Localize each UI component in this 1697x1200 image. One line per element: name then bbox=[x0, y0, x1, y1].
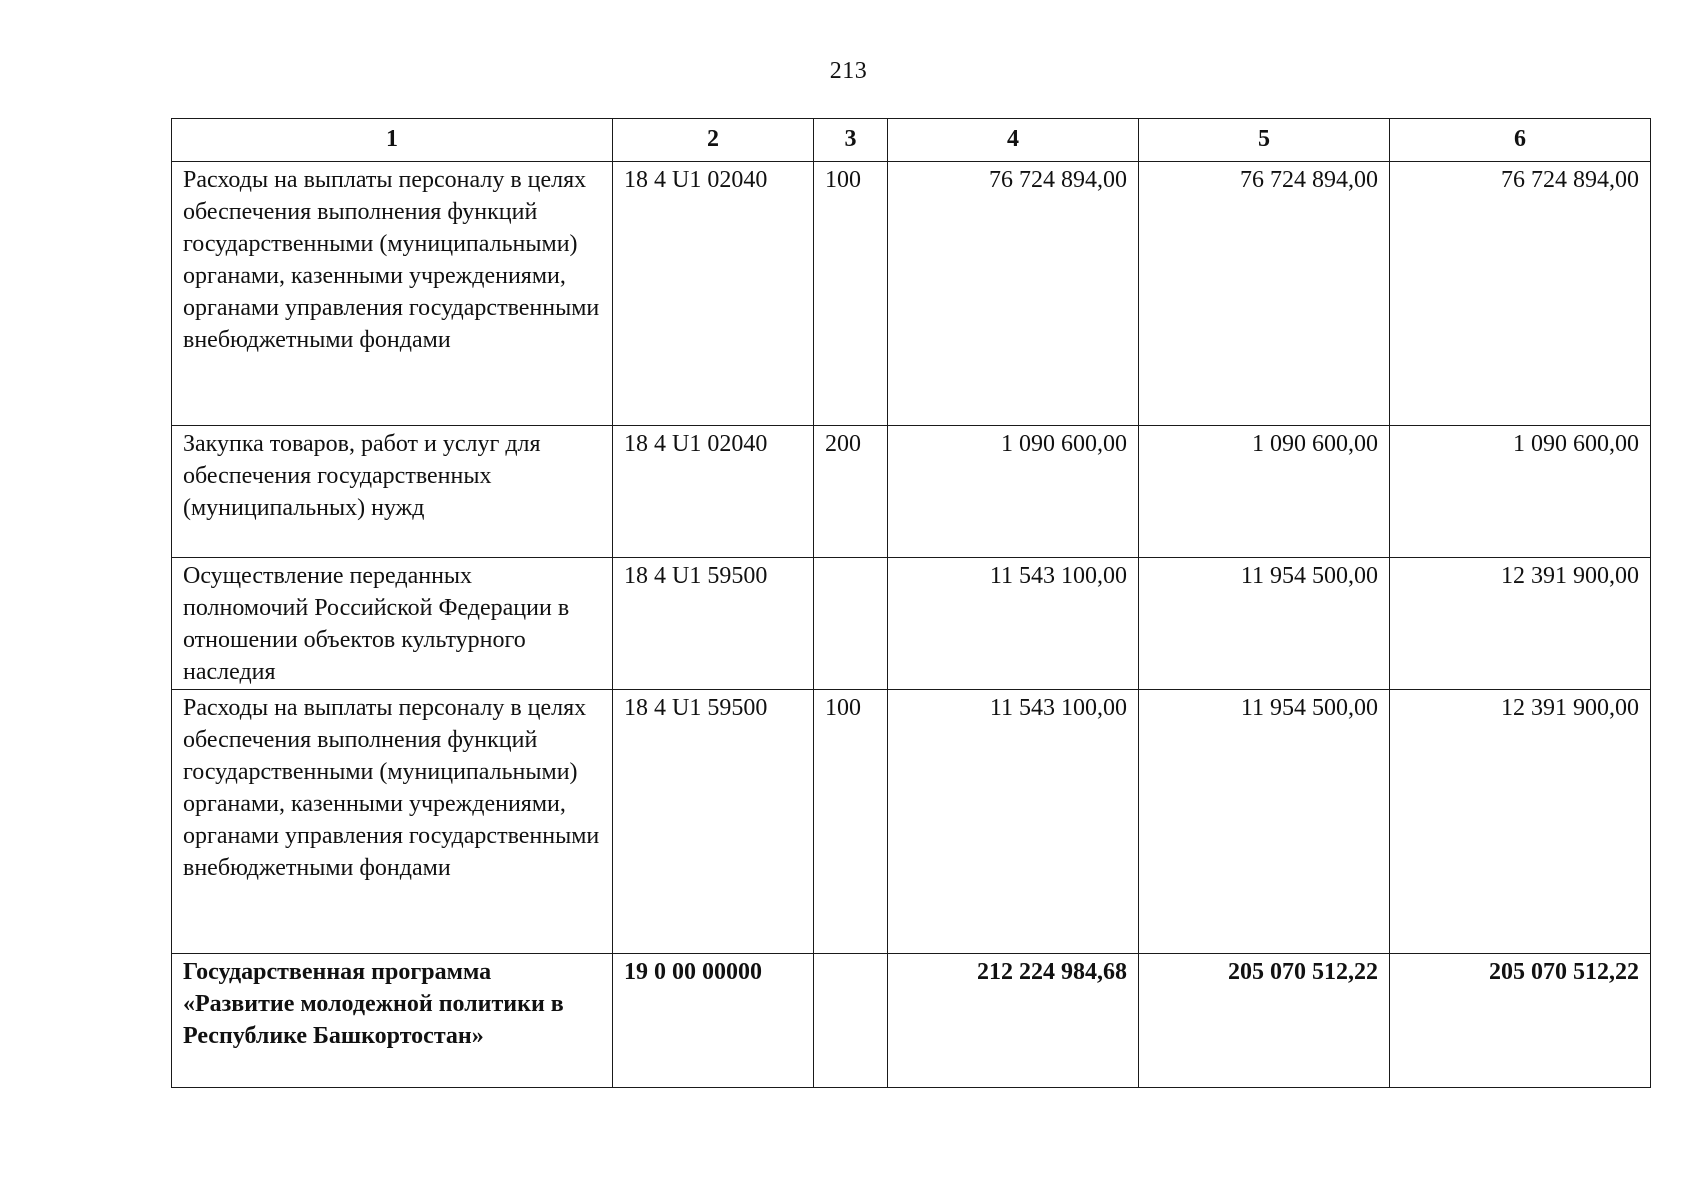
row-amount-col6: 12 391 900,00 bbox=[1390, 558, 1651, 690]
row-amount-col4: 1 090 600,00 bbox=[888, 426, 1139, 558]
row-amount-col5: 1 090 600,00 bbox=[1139, 426, 1390, 558]
row-amount-col5: 11 954 500,00 bbox=[1139, 690, 1390, 954]
row-expense-type bbox=[814, 558, 888, 690]
row-amount-col4: 76 724 894,00 bbox=[888, 162, 1139, 426]
table-row bbox=[172, 690, 1651, 954]
row-expense-type: 200 bbox=[814, 426, 888, 558]
table-row bbox=[172, 426, 1651, 558]
header-row bbox=[172, 119, 1651, 162]
row-name: Государственная программа «Развитие молодежной политики в Республике Башкортостан» bbox=[172, 954, 613, 1088]
column-header-6: 6 bbox=[1390, 119, 1651, 162]
row-amount-col4: 11 543 100,00 bbox=[888, 558, 1139, 690]
row-target-code: 19 0 00 00000 bbox=[613, 954, 814, 1088]
column-header-3: 3 bbox=[814, 119, 888, 162]
table-row bbox=[172, 558, 1651, 690]
row-name: Расходы на выплаты персоналу в целях обеспечения выполнения функций государственными (муниципальными) органами, казенными учреждениями, органами управления государственными внебюджетными фондами bbox=[172, 690, 613, 954]
row-amount-col5: 205 070 512,22 bbox=[1139, 954, 1390, 1088]
row-target-code: 18 4 U1 59500 bbox=[613, 690, 814, 954]
row-name: Осуществление переданных полномочий Российской Федерации в отношении объектов культурного наследия bbox=[172, 558, 613, 690]
row-amount-col6: 1 090 600,00 bbox=[1390, 426, 1651, 558]
table-row-program-total bbox=[172, 954, 1651, 1088]
row-amount-col4: 212 224 984,68 bbox=[888, 954, 1139, 1088]
row-expense-type: 100 bbox=[814, 162, 888, 426]
row-expense-type: 100 bbox=[814, 690, 888, 954]
row-target-code: 18 4 U1 02040 bbox=[613, 426, 814, 558]
row-name: Закупка товаров, работ и услуг для обеспечения государственных (муниципальных) нужд bbox=[172, 426, 613, 558]
column-header-5: 5 bbox=[1139, 119, 1390, 162]
budget-table bbox=[171, 118, 1651, 1088]
row-target-code: 18 4 U1 59500 bbox=[613, 558, 814, 690]
column-header-1: 1 bbox=[172, 119, 613, 162]
column-header-2: 2 bbox=[613, 119, 814, 162]
table-row bbox=[172, 162, 1651, 426]
page-number: 213 bbox=[829, 58, 868, 84]
row-amount-col6: 12 391 900,00 bbox=[1390, 690, 1651, 954]
row-amount-col4: 11 543 100,00 bbox=[888, 690, 1139, 954]
row-expense-type bbox=[814, 954, 888, 1088]
row-amount-col6: 205 070 512,22 bbox=[1390, 954, 1651, 1088]
row-amount-col6: 76 724 894,00 bbox=[1390, 162, 1651, 426]
column-header-4: 4 bbox=[888, 119, 1139, 162]
row-amount-col5: 11 954 500,00 bbox=[1139, 558, 1390, 690]
row-amount-col5: 76 724 894,00 bbox=[1139, 162, 1390, 426]
row-target-code: 18 4 U1 02040 bbox=[613, 162, 814, 426]
row-name: Расходы на выплаты персоналу в целях обеспечения выполнения функций государственными (муниципальными) органами, казенными учреждениями, органами управления государственными внебюджетными фондами bbox=[172, 162, 613, 426]
